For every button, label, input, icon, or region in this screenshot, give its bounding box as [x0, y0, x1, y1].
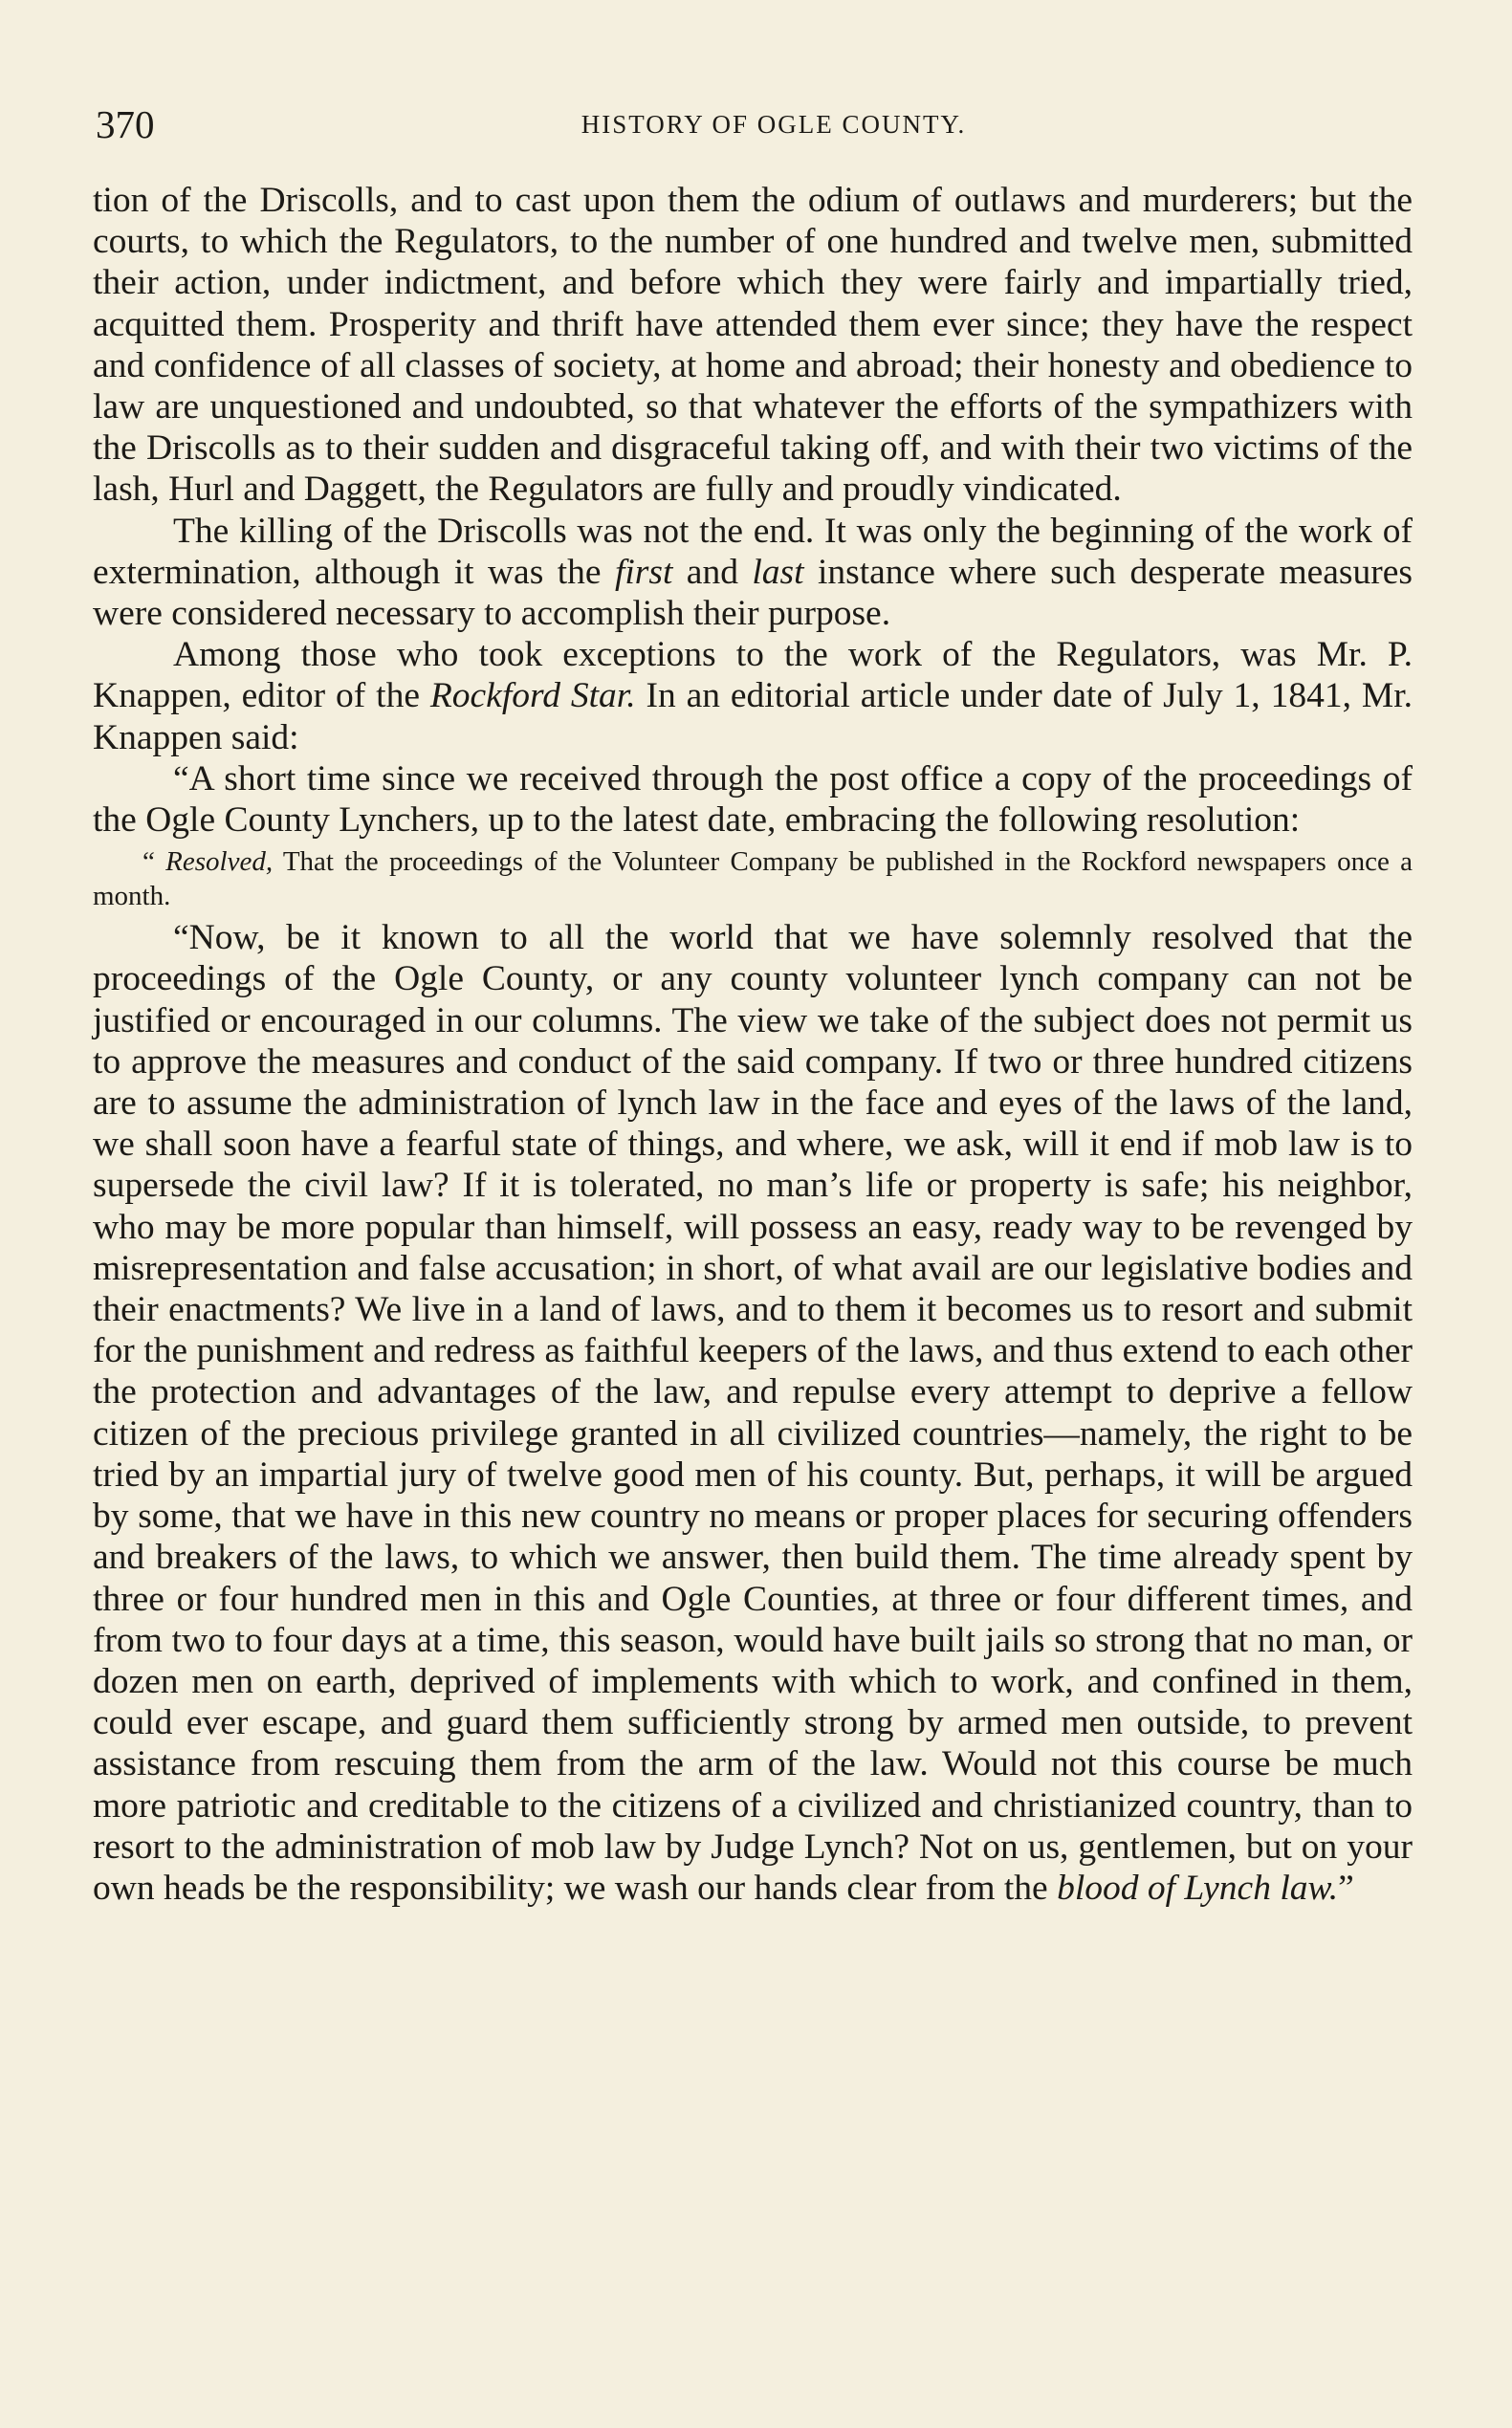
- page-number: 370: [96, 102, 155, 146]
- paragraph-1-text: tion of the Driscolls, and to cast upon them the odium of outlaws and murderers; but the courts, to which the Regulators, to the number of one hundred and twelve men, submitted their action, under indictment, and before which they were fairly and impartially tried, acquitted them. Prosperity and thrift have attended them ever since; they have the respect and confidence of all classes of society, at home and abroad; their honesty and obedience to law are unquestioned and undoubted, so that whatever the efforts of the sympathizers with the Driscolls as to their sudden and disgraceful taking off, and with their two victims of the lash, Hurl and Daggett, the Regulators are fully and proudly vindicated.: [93, 181, 1413, 510]
- paragraph-6-close-quote: ”: [1338, 1868, 1354, 1908]
- emphasis-last: last: [752, 552, 804, 592]
- emphasis-first: first: [614, 552, 673, 592]
- emphasis-blood-of-lynch-law: blood of Lynch law.: [1057, 1868, 1339, 1908]
- running-head: HISTORY OF OGLE COUNTY.: [581, 110, 967, 139]
- paragraph-2: [93, 511, 1413, 635]
- paragraph-3: [93, 634, 1413, 758]
- paragraph-2-text-b: and: [672, 552, 753, 592]
- page-header: [93, 96, 1416, 153]
- paragraph-2-text-a: The killing of the Driscolls was not the end. It was only the beginning of the work of extermination, although it was the: [93, 511, 1413, 592]
- paragraph-3-text-b: In an editorial article under date of July 1, 1841, Mr. Knappen said:: [93, 676, 1413, 757]
- paragraph-3-text-a: Among those who took exceptions to the work of the Regulators, was Mr. P. Knappen, editor of the: [93, 635, 1413, 716]
- paragraph-6: [93, 917, 1413, 1909]
- resolution-quote: [93, 844, 1413, 913]
- paragraph-4: [93, 758, 1413, 841]
- body-text: [93, 180, 1413, 1909]
- resolution-open-quote: “: [142, 846, 166, 878]
- paragraph-6-text-a: “Now, be it known to all the world that we have solemnly resolved that the proceedings of the Ogle County, or any county volunteer lynch company can not be justified or encouraged in our columns. The view we take of the subject does not permit us to approve the measures and conduct of the said company. If two or three hundred citizens are to assume the administration of lynch law in the face and eyes of the laws of the land, we shall soon have a fearful state of things, and where, we ask, will it end if mob law is to supersede the civil law? If it is tolerated, no man’s life or property is safe; his neighbor, who may be more popular than himself, will possess an easy, ready way to be revenged by misrepresentation and false accusation; in short, of what avail are our legislative bodies and their enactments? We live in a land of laws, and to them it becomes us to resort and submit for the punishment and redress as faithful keepers of the laws, and thus extend to each other the protection and advantages of the law, and repulse every attempt to deprive a fellow citizen of the precious privilege granted in all civilized countries—namely, the right to be tried by an impartial jury of twelve good men of his county. But, perhaps, it will be argued by some, that we have in this new country no means or proper places for securing offenders and breakers of the laws, to which we answer, then build them. The time already spent by three or four hundred men in this and Ogle Counties, at three or four different times, and from two to four days at a time, this season, would have built jails so strong that no man, or dozen men on earth, deprived of implements with which to work, and confined in them, could ever escape, and guard them sufficiently strong by armed men outside, to prevent assistance from rescuing them from the arm of the law. Would not this course be much more patriotic and creditable to the citizens of a civilized and christianized country, than to resort to the administration of mob law by Judge Lynch? Not on us, gentlemen, but on your own heads be the responsibility; we wash our hands clear from the: [93, 918, 1413, 1908]
- paragraph-1: [93, 180, 1413, 511]
- paragraph-4-text: “A short time since we received through the post office a copy of the proceedings of the Ogle County Lynchers, up to the latest date, embracing the following resolution:: [93, 758, 1413, 841]
- newspaper-title: Rockford Star.: [429, 676, 636, 716]
- paragraph-2-text-c: instance where such desperate measures were considered necessary to accomplish their purpose.: [93, 552, 1413, 634]
- resolution-text: That the proceedings of the Volunteer Company be published in the Rockford newspapers once a month.: [93, 846, 1413, 912]
- resolved-label: Resolved,: [165, 846, 274, 878]
